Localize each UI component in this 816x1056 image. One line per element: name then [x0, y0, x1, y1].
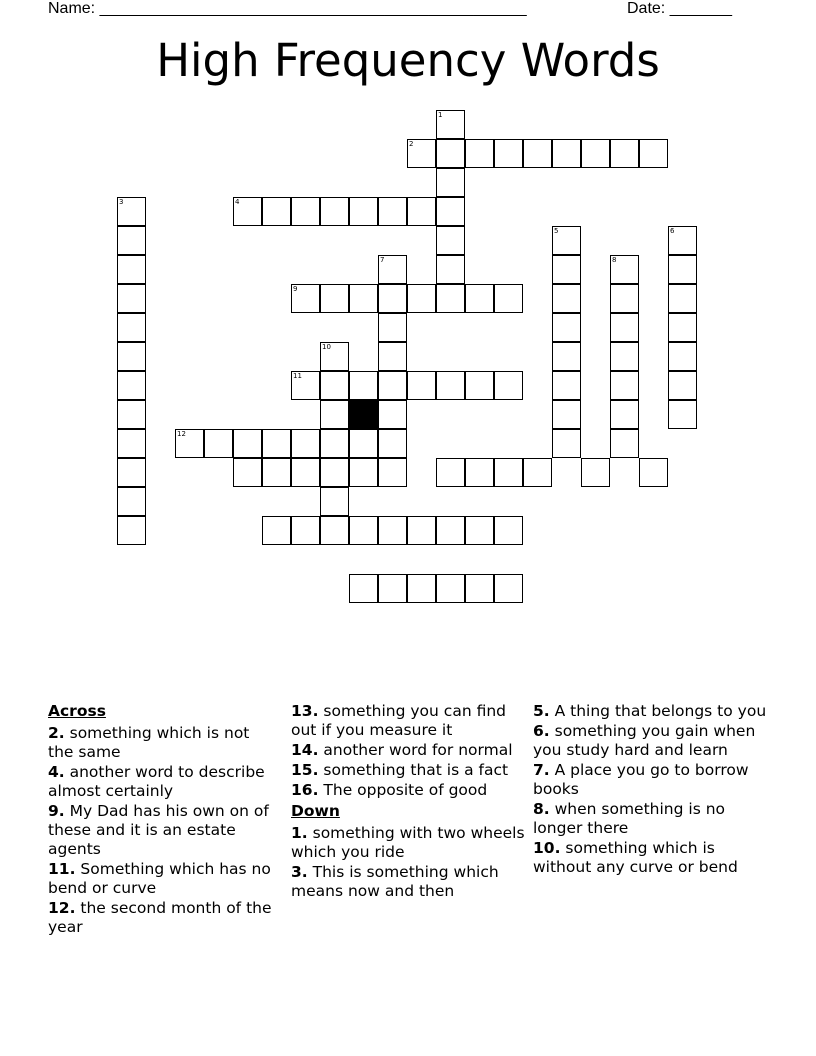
grid-cell[interactable]: [175, 429, 204, 458]
clue-item-number: 6.: [533, 722, 550, 740]
grid-cell[interactable]: [233, 458, 262, 487]
clue-item: [533, 800, 773, 838]
down-clues-list-continued: [533, 702, 773, 877]
grid-cell[interactable]: [349, 574, 378, 603]
grid-cell[interactable]: [349, 429, 378, 458]
grid-cell[interactable]: [291, 284, 320, 313]
grid-cell[interactable]: [291, 429, 320, 458]
grid-cell[interactable]: [117, 371, 146, 400]
clue-item-text: This is something which means now and then: [291, 863, 499, 900]
clue-item-text: My Dad has his own on of these and it is an estate agents: [48, 802, 269, 858]
clue-number: 6: [670, 227, 675, 235]
grid-cell[interactable]: [436, 197, 465, 226]
grid-cell[interactable]: [262, 458, 291, 487]
grid-cell[interactable]: [610, 313, 639, 342]
grid-cell[interactable]: [378, 342, 407, 371]
clue-item: [533, 839, 773, 877]
grid-cell[interactable]: [436, 516, 465, 545]
date-line: _______: [669, 0, 732, 17]
grid-cell[interactable]: [668, 313, 697, 342]
grid-cell[interactable]: [436, 139, 465, 168]
grid-cell[interactable]: [320, 400, 349, 429]
grid-cell[interactable]: [320, 429, 349, 458]
grid-cell[interactable]: [378, 516, 407, 545]
grid-cell[interactable]: [349, 284, 378, 313]
grid-cell[interactable]: [117, 197, 146, 226]
grid-cell[interactable]: [291, 371, 320, 400]
grid-cell[interactable]: [233, 197, 262, 226]
clue-number: 9: [293, 285, 298, 293]
grid-cell[interactable]: [465, 371, 494, 400]
grid-cell[interactable]: [378, 371, 407, 400]
clue-item-number: 9.: [48, 802, 65, 820]
clues-column-1: [48, 702, 273, 938]
grid-cell[interactable]: [494, 371, 523, 400]
grid-cell[interactable]: [320, 487, 349, 516]
grid-cell[interactable]: [581, 139, 610, 168]
grid-cell[interactable]: [610, 255, 639, 284]
clue-item-text: The opposite of good: [318, 781, 488, 799]
grid-cell[interactable]: [117, 458, 146, 487]
across-heading: Across: [48, 702, 106, 720]
grid-cell[interactable]: [610, 371, 639, 400]
clue-item: [291, 761, 526, 780]
grid-cell[interactable]: [262, 516, 291, 545]
clue-item-number: 5.: [533, 702, 550, 720]
grid-cell[interactable]: [320, 371, 349, 400]
grid-cell[interactable]: [407, 197, 436, 226]
grid-cell[interactable]: [320, 284, 349, 313]
grid-cell[interactable]: [465, 516, 494, 545]
clue-number: 2: [409, 140, 414, 148]
grid-cell[interactable]: [320, 197, 349, 226]
grid-cell[interactable]: [436, 168, 465, 197]
clue-item-text: something you gain when you study hard and learn: [533, 722, 756, 759]
grid-cell[interactable]: [320, 458, 349, 487]
grid-cell[interactable]: [117, 516, 146, 545]
clue-item-text: something which is not the same: [48, 724, 250, 761]
grid-cell[interactable]: [610, 429, 639, 458]
grid-cell[interactable]: [494, 516, 523, 545]
grid-cell[interactable]: [494, 139, 523, 168]
grid-cell[interactable]: [378, 284, 407, 313]
grid-cell[interactable]: [465, 284, 494, 313]
clue-item-text: another word to describe almost certainly: [48, 763, 265, 800]
clue-item: [48, 763, 273, 801]
clue-item-number: 2.: [48, 724, 65, 742]
grid-cell[interactable]: [668, 400, 697, 429]
clue-number: 11: [293, 372, 302, 380]
clue-item: [291, 741, 526, 760]
grid-cell[interactable]: [610, 139, 639, 168]
clue-item-number: 8.: [533, 800, 550, 818]
grid-cell[interactable]: [349, 516, 378, 545]
grid-cell[interactable]: [117, 255, 146, 284]
grid-cell[interactable]: [378, 574, 407, 603]
grid-cell[interactable]: [117, 400, 146, 429]
clue-item-number: 3.: [291, 863, 308, 881]
grid-cell[interactable]: [639, 139, 668, 168]
grid-cell[interactable]: [378, 400, 407, 429]
page-title: High Frequency Words: [156, 34, 660, 87]
grid-cell[interactable]: [552, 400, 581, 429]
clue-item-text: Something which has no bend or curve: [48, 860, 271, 897]
clue-item: [291, 863, 526, 901]
clue-item-number: 11.: [48, 860, 76, 878]
clue-number: 3: [119, 198, 124, 206]
down-heading: Down: [291, 802, 340, 820]
grid-cell[interactable]: [291, 516, 320, 545]
grid-cell[interactable]: [494, 458, 523, 487]
grid-cell[interactable]: [552, 342, 581, 371]
clue-item: [291, 781, 526, 800]
grid-cell[interactable]: [639, 458, 668, 487]
clue-number: 8: [612, 256, 617, 264]
grid-cell[interactable]: [552, 371, 581, 400]
grid-cell[interactable]: [610, 400, 639, 429]
grid-cell[interactable]: [552, 226, 581, 255]
clue-item-number: 7.: [533, 761, 550, 779]
clue-item-number: 10.: [533, 839, 561, 857]
clue-item-text: something with two wheels which you ride: [291, 824, 525, 861]
grid-cell[interactable]: [610, 342, 639, 371]
clue-number: 7: [380, 256, 385, 264]
clue-item-text: A thing that belongs to you: [549, 702, 767, 720]
grid-cell[interactable]: [552, 313, 581, 342]
grid-cell[interactable]: [349, 371, 378, 400]
grid-cell[interactable]: [668, 255, 697, 284]
grid-cell[interactable]: [407, 371, 436, 400]
grid-cell[interactable]: [378, 458, 407, 487]
grid-cell[interactable]: [320, 342, 349, 371]
clue-number: 4: [235, 198, 240, 206]
grid-cell[interactable]: [117, 487, 146, 516]
grid-cell[interactable]: [407, 516, 436, 545]
grid-cell[interactable]: [436, 574, 465, 603]
clue-item: [533, 702, 773, 721]
grid-cell[interactable]: [291, 197, 320, 226]
grid-cell[interactable]: [407, 139, 436, 168]
grid-cell[interactable]: [581, 458, 610, 487]
clue-item-text: another word for normal: [318, 741, 513, 759]
grid-cell[interactable]: [117, 342, 146, 371]
clues-column-3: [533, 702, 773, 878]
grid-cell[interactable]: [407, 284, 436, 313]
grid-cell[interactable]: [117, 429, 146, 458]
clue-number: 1: [438, 111, 443, 119]
clue-item-text: when something is no longer there: [533, 800, 726, 837]
grid-cell[interactable]: [668, 226, 697, 255]
grid-cell[interactable]: [436, 110, 465, 139]
grid-cell[interactable]: [407, 574, 436, 603]
grid-cell[interactable]: [291, 458, 320, 487]
grid-cell[interactable]: [320, 516, 349, 545]
clue-number: 10: [322, 343, 331, 351]
grid-cell[interactable]: [552, 429, 581, 458]
grid-cell[interactable]: [523, 139, 552, 168]
clue-item-number: 1.: [291, 824, 308, 842]
grid-cell[interactable]: [668, 371, 697, 400]
clue-number: 12: [177, 430, 186, 438]
grid-cell[interactable]: [436, 226, 465, 255]
clue-item-text: something you can find out if you measure it: [291, 702, 506, 739]
grid-cell[interactable]: [552, 139, 581, 168]
grid-cell[interactable]: [378, 255, 407, 284]
grid-cell[interactable]: [436, 458, 465, 487]
grid-cell[interactable]: [117, 313, 146, 342]
clue-item: [48, 899, 273, 937]
grid-cell[interactable]: [262, 429, 291, 458]
grid-cell[interactable]: [436, 255, 465, 284]
clue-item: [48, 802, 273, 859]
grid-cell[interactable]: [668, 342, 697, 371]
clue-item-number: 12.: [48, 899, 76, 917]
grid-cell[interactable]: [494, 574, 523, 603]
clue-item: [48, 724, 273, 762]
grid-cell[interactable]: [465, 139, 494, 168]
clue-item: [533, 761, 773, 799]
grid-cell[interactable]: [523, 458, 552, 487]
grid-cell[interactable]: [465, 574, 494, 603]
clue-item-number: 14.: [291, 741, 319, 759]
grid-cell[interactable]: [436, 284, 465, 313]
clue-item: [533, 722, 773, 760]
grid-cell[interactable]: [204, 429, 233, 458]
black-cell: [349, 400, 378, 429]
clue-number: 5: [554, 227, 559, 235]
grid-cell[interactable]: [349, 458, 378, 487]
clue-item-text: something which is without any curve or bend: [533, 839, 738, 876]
clue-item-text: the second month of the year: [48, 899, 272, 936]
clue-item-text: A place you go to borrow books: [533, 761, 749, 798]
clue-item-text: something that is a fact: [318, 761, 509, 779]
grid-cell[interactable]: [610, 284, 639, 313]
clue-item-number: 4.: [48, 763, 65, 781]
grid-cell[interactable]: [668, 284, 697, 313]
grid-cell[interactable]: [378, 313, 407, 342]
across-clues-list-continued: [291, 702, 526, 800]
across-clues-list: [48, 724, 273, 937]
grid-cell[interactable]: [262, 197, 291, 226]
grid-cell[interactable]: [494, 284, 523, 313]
grid-cell[interactable]: [465, 458, 494, 487]
clue-item-number: 13.: [291, 702, 319, 720]
clue-item: [291, 824, 526, 862]
grid-cell[interactable]: [552, 284, 581, 313]
clues-column-2: [291, 702, 526, 902]
grid-cell[interactable]: [552, 255, 581, 284]
grid-cell[interactable]: [117, 226, 146, 255]
grid-cell[interactable]: [378, 197, 407, 226]
grid-cell[interactable]: [117, 284, 146, 313]
clue-item: [48, 860, 273, 898]
date-label: Date:: [627, 0, 666, 17]
name-line: ________________________________________________: [99, 0, 527, 17]
clue-item-number: 15.: [291, 761, 319, 779]
clue-item-number: 16.: [291, 781, 319, 799]
grid-cell[interactable]: [233, 429, 262, 458]
grid-cell[interactable]: [378, 429, 407, 458]
grid-cell[interactable]: [436, 371, 465, 400]
grid-cell[interactable]: [349, 197, 378, 226]
down-clues-list: [291, 824, 526, 901]
clue-item: [291, 702, 526, 740]
name-label: Name:: [48, 0, 96, 17]
